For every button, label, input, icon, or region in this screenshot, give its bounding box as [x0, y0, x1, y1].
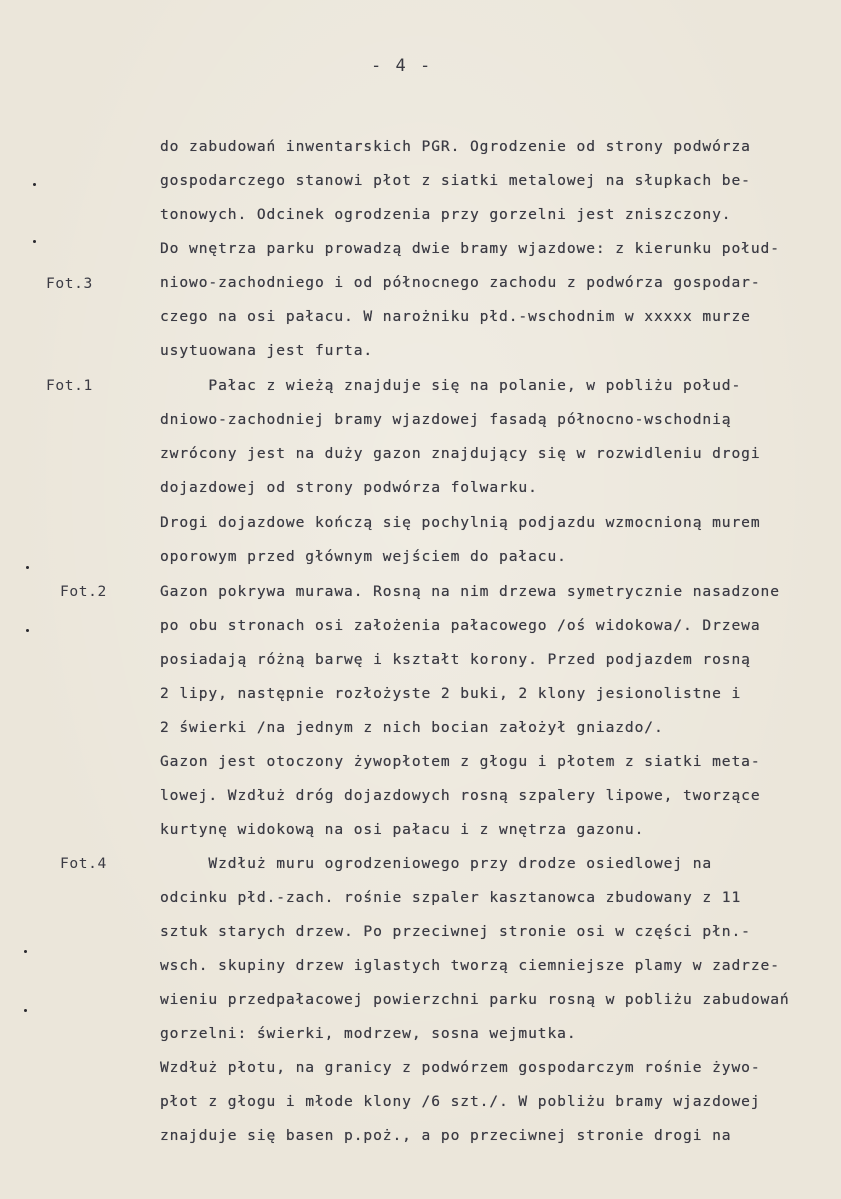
margin-speck — [26, 566, 29, 569]
margin-label-fot-2: Fot.2 — [60, 583, 107, 600]
text-line: Gazon jest otoczony żywopłotem z głogu i płotem z siatki meta- — [160, 753, 761, 770]
text-line: znajduje się basen p.poż., a po przeciwnej stronie drogi na — [160, 1127, 732, 1144]
text-line: Wzdłuż muru ogrodzeniowego przy drodze osiedlowej na — [160, 855, 713, 872]
page-number: - 4 - — [371, 56, 433, 76]
text-line: 2 lipy, następnie rozłożyste 2 buki, 2 klony jesionolistne i — [160, 685, 742, 702]
margin-label-fot-3: Fot.3 — [46, 275, 93, 292]
text-line: czego na osi pałacu. W narożniku płd.-wschodnim w xxxxx murze — [160, 308, 751, 325]
margin-speck — [24, 950, 27, 953]
text-line: płot z głogu i młode klony /6 szt./. W pobliżu bramy wjazdowej — [160, 1093, 761, 1110]
text-line: wieniu przedpałacowej powierzchni parku rosną w pobliżu zabudowań — [160, 991, 790, 1008]
text-line: Gazon pokrywa murawa. Rosną na nim drzewa symetrycznie nasadzone — [160, 583, 780, 600]
text-line: tonowych. Odcinek ogrodzenia przy gorzelni jest zniszczony. — [160, 206, 732, 223]
text-line: Drogi dojazdowe kończą się pochylnią podjazdu wzmocnioną murem — [160, 514, 761, 531]
margin-label-fot-4: Fot.4 — [60, 855, 107, 872]
margin-speck — [33, 183, 36, 186]
text-line: Pałac z wieżą znajduje się na polanie, w pobliżu połud- — [160, 377, 742, 394]
text-line: zwrócony jest na duży gazon znajdujący się w rozwidleniu drogi — [160, 445, 761, 462]
text-line: posiadają różną barwę i kształt korony. Przed podjazdem rosną — [160, 651, 751, 668]
text-line: lowej. Wzdłuż dróg dojazdowych rosną szpalery lipowe, tworzące — [160, 787, 761, 804]
text-line: dojazdowej od strony podwórza folwarku. — [160, 479, 538, 496]
text-line: niowo-zachodniego i od północnego zachodu z podwórza gospodar- — [160, 274, 761, 291]
text-line: oporowym przed głównym wejściem do pałacu. — [160, 548, 567, 565]
text-line: po obu stronach osi założenia pałacowego /oś widokowa/. Drzewa — [160, 617, 761, 634]
text-line: usytuowana jest furta. — [160, 342, 374, 359]
text-line: do zabudowań inwentarskich PGR. Ogrodzenie od strony podwórza — [160, 138, 751, 155]
text-line: gorzelni: świerki, modrzew, sosna wejmutka. — [160, 1025, 577, 1042]
margin-speck — [24, 1009, 27, 1012]
text-line: gospodarczego stanowi płot z siatki metalowej na słupkach be- — [160, 172, 751, 189]
margin-speck — [33, 240, 36, 243]
text-line: Do wnętrza parku prowadzą dwie bramy wjazdowe: z kierunku połud- — [160, 240, 780, 257]
text-line: odcinku płd.-zach. rośnie szpaler kasztanowca zbudowany z 11 — [160, 889, 742, 906]
text-line: Wzdłuż płotu, na granicy z podwórzem gospodarczym rośnie żywo- — [160, 1059, 761, 1076]
margin-speck — [26, 629, 29, 632]
text-line: sztuk starych drzew. Po przeciwnej stronie osi w części płn.- — [160, 923, 751, 940]
text-line: wsch. skupiny drzew iglastych tworzą ciemniejsze plamy w zadrze- — [160, 957, 780, 974]
margin-label-fot-1: Fot.1 — [46, 377, 93, 394]
text-line: 2 świerki /na jednym z nich bocian założył gniazdo/. — [160, 719, 664, 736]
text-line: kurtynę widokową na osi pałacu i z wnętrza gazonu. — [160, 821, 645, 838]
text-line: dniowo-zachodniej bramy wjazdowej fasadą północno-wschodnią — [160, 411, 732, 428]
